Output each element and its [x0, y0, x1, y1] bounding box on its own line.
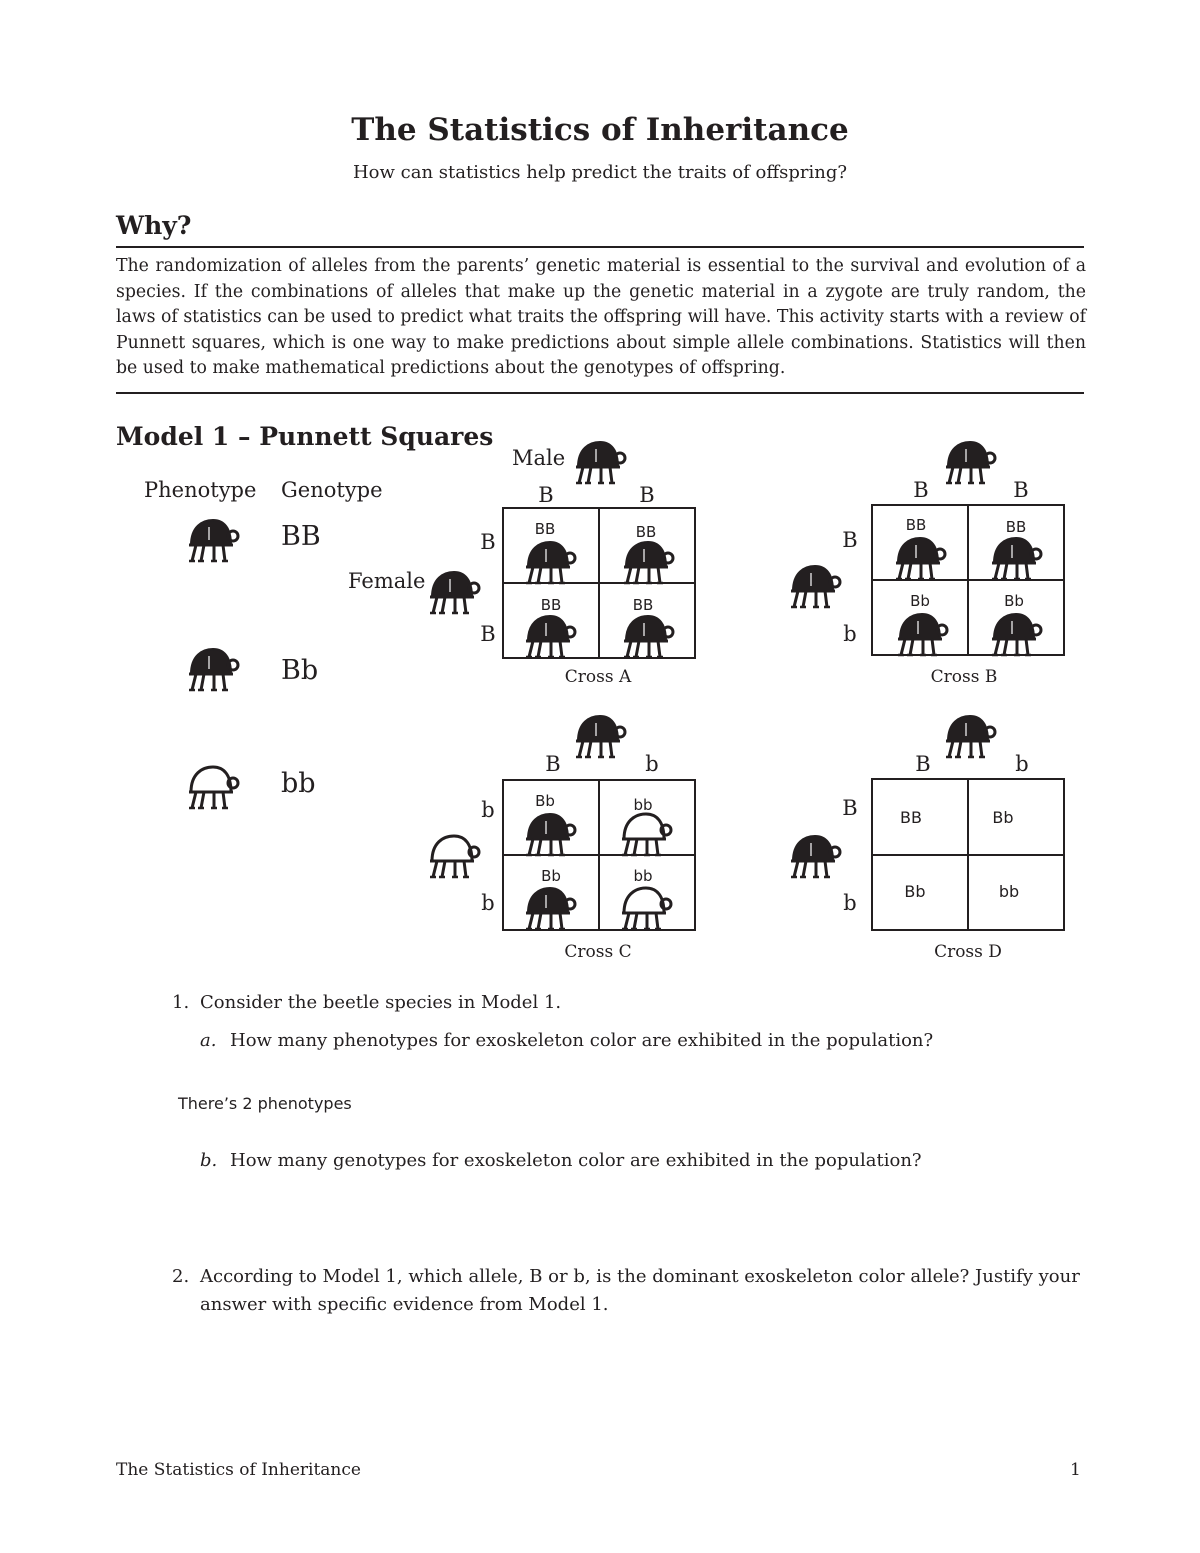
question-1a-text: How many phenotypes for exoskeleton color are exhibited in the population?: [230, 1030, 934, 1051]
question-1-number: 1.: [172, 992, 190, 1013]
question-2-text: According to Model 1, which allele, B or b, is the dominant exoskeleton color allele? Justify your: [200, 1266, 1080, 1287]
cross-d-female-allele: b: [843, 891, 857, 915]
cross-c-cell: bb: [633, 867, 653, 885]
cross-c-cell: Bb: [535, 792, 555, 810]
cross-b-female-allele: B: [842, 528, 858, 552]
male-beetle-dark-icon: [574, 712, 628, 760]
offspring-beetle-dark-icon: [990, 534, 1044, 582]
why-heading: Why?: [116, 211, 192, 240]
page-subtitle: How can statistics help predict the traits of offspring?: [352, 162, 848, 183]
cross-b-cell: BB: [905, 516, 927, 534]
question-1b-letter: b.: [200, 1150, 218, 1171]
page-number: 1: [1070, 1460, 1081, 1480]
page-title: The Statistics of Inheritance: [351, 112, 849, 148]
female-label: Female: [348, 569, 426, 593]
cross-b-cell: Bb: [910, 592, 930, 610]
divider: [116, 246, 1084, 248]
offspring-beetle-dark-icon: [524, 612, 578, 660]
cross-d-cell: Bb: [992, 808, 1014, 827]
question-2-text-cont: answer with specific evidence from Model 1.: [200, 1294, 609, 1315]
cross-b-male-allele: B: [913, 478, 929, 502]
cross-a-female-allele: B: [480, 622, 496, 646]
question-2-number: 2.: [172, 1266, 190, 1287]
cross-b-cell: BB: [1005, 518, 1027, 536]
cross-c-female-allele: b: [481, 798, 495, 822]
cross-d-cell: bb: [998, 882, 1020, 901]
offspring-beetle-light-icon: [620, 884, 674, 932]
cross-a-cell: BB: [632, 596, 654, 614]
offspring-beetle-dark-icon: [524, 538, 578, 586]
female-beetle-light-icon: [428, 832, 482, 880]
male-beetle-dark-icon: [944, 438, 998, 486]
offspring-beetle-dark-icon: [524, 884, 578, 932]
cross-d-cell: BB: [900, 808, 922, 827]
question-1a-letter: a.: [200, 1030, 217, 1051]
genotype-bb-dominant: BB: [281, 521, 321, 552]
beetle-dark-icon: [187, 645, 241, 693]
cross-a-female-allele: B: [480, 530, 496, 554]
cross-d-female-allele: B: [842, 796, 858, 820]
offspring-beetle-dark-icon: [622, 612, 676, 660]
cross-b-female-allele: b: [843, 622, 857, 646]
male-label: Male: [512, 446, 566, 470]
cross-b-caption: Cross B: [930, 667, 998, 687]
question-1-text: Consider the beetle species in Model 1.: [200, 992, 562, 1013]
cross-d-male-allele: B: [915, 752, 931, 776]
offspring-beetle-light-icon: [620, 810, 674, 858]
cross-a-caption: Cross A: [564, 667, 632, 687]
cross-c-male-allele: b: [645, 752, 659, 776]
offspring-beetle-dark-icon: [896, 610, 950, 658]
male-beetle-dark-icon: [574, 438, 628, 486]
model-heading: Model 1 – Punnett Squares: [116, 422, 494, 451]
question-1b-text: How many genotypes for exoskeleton color are exhibited in the population?: [230, 1150, 922, 1171]
female-beetle-dark-icon: [789, 562, 843, 610]
cross-b-male-allele: B: [1013, 478, 1029, 502]
genotype-heterozygous: Bb: [281, 655, 319, 686]
male-beetle-dark-icon: [944, 712, 998, 760]
cross-c-male-allele: B: [545, 752, 561, 776]
cross-c-cell: bb: [633, 796, 653, 814]
divider: [116, 392, 1084, 394]
grid-line: [871, 854, 1065, 856]
cross-d-cell: Bb: [904, 882, 926, 901]
cross-c-female-allele: b: [481, 891, 495, 915]
cross-b-cell: Bb: [1004, 592, 1024, 610]
beetle-dark-icon: [187, 516, 241, 564]
cross-c-caption: Cross C: [564, 942, 632, 962]
cross-a-male-allele: B: [538, 483, 554, 507]
phenotype-label: Phenotype: [144, 478, 257, 502]
genotype-label: Genotype: [281, 478, 383, 502]
female-beetle-dark-icon: [428, 568, 482, 616]
cross-a-cell: BB: [540, 596, 562, 614]
offspring-beetle-dark-icon: [622, 538, 676, 586]
cross-d-male-allele: b: [1015, 752, 1029, 776]
offspring-beetle-dark-icon: [524, 810, 578, 858]
footer-title: The Statistics of Inheritance: [116, 1460, 361, 1480]
female-beetle-dark-icon: [789, 832, 843, 880]
genotype-recessive: bb: [281, 768, 316, 799]
why-paragraph: The randomization of alleles from the parents’ genetic material is essential to the survival and evolution of a species. If the combinations of alleles that make up the genetic material in a zygote are truly random, the laws of statistics can be used to predict what traits the offspring will have. This activity starts with a review of Punnett squares, which is one way to make predictions about simple allele combinations. Statistics will then be used to make mathematical predictions about the genotypes of offspring.: [116, 256, 1086, 378]
answer-1a[interactable]: There’s 2 phenotypes: [178, 1094, 352, 1113]
offspring-beetle-dark-icon: [990, 610, 1044, 658]
cross-c-cell: Bb: [541, 867, 561, 885]
cross-a-male-allele: B: [639, 483, 655, 507]
cross-a-cell: BB: [534, 520, 556, 538]
cross-a-cell: BB: [635, 523, 657, 541]
beetle-light-icon: [187, 763, 241, 811]
cross-d-caption: Cross D: [934, 942, 1002, 962]
offspring-beetle-dark-icon: [894, 534, 948, 582]
